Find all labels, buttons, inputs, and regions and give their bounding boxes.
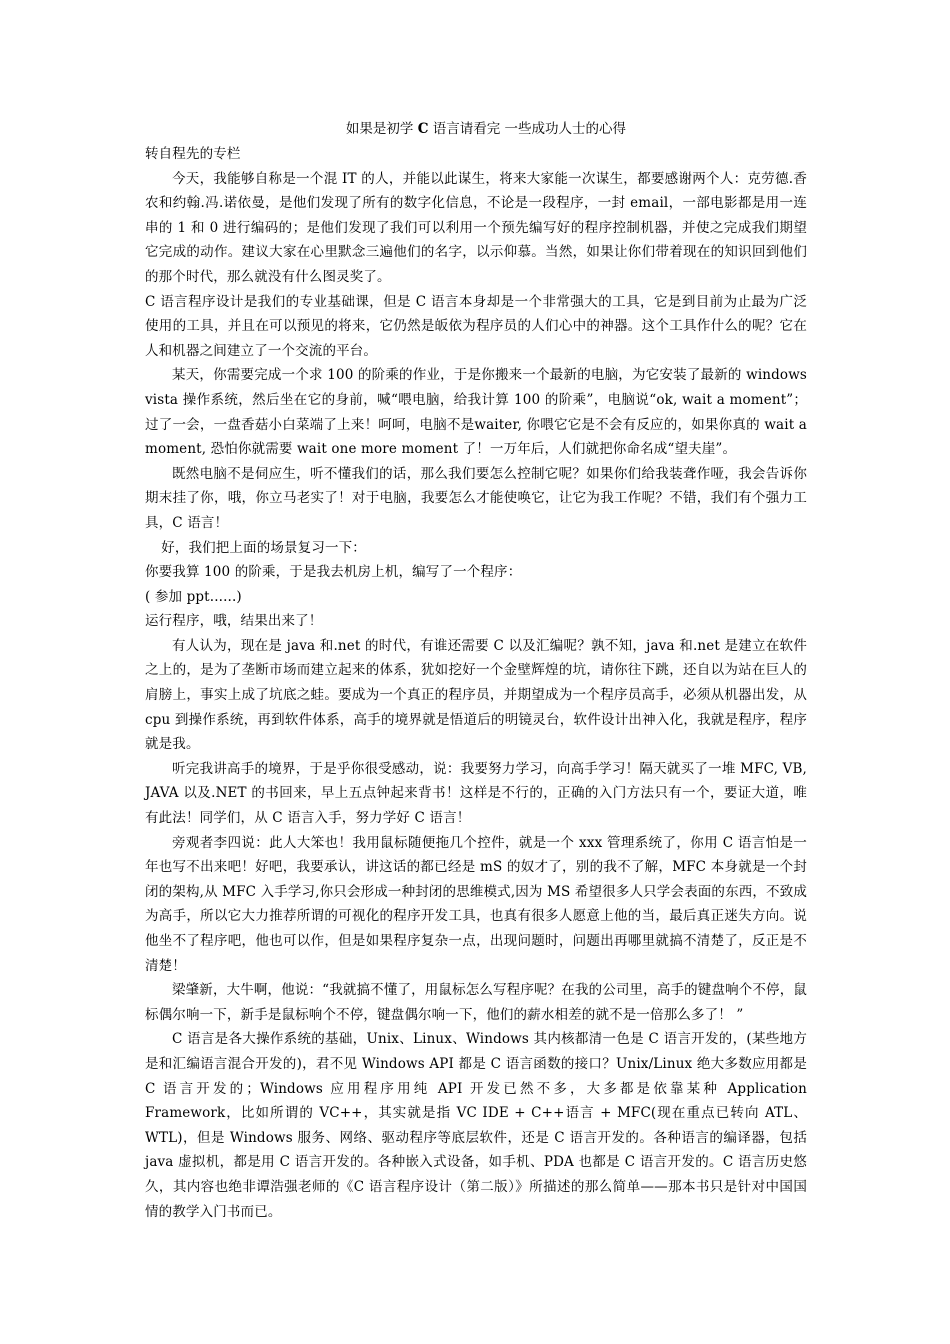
paragraph-java-net: 有人认为，现在是 java 和.net 的时代，有谁还需要 C 以及汇编呢？孰不知，java 和.net 是建立在软件之上的，是为了垄断市场而建立起来的体系，犹如挖好一个金壁辉煌的坑，请你往下跳，还自以为站在巨人的肩膀上，事实上成了坑底之蛙。要成为一个真正的程序员，并期望成为一个程序员高手，必须从机器出发，从 cpu 到操作系统，再到软件体系，高手的境界就是悟道后的明镜灵台，软件设计出神入化，我就是程序，程序就是我。 <box>145 637 807 753</box>
document-page <box>145 118 807 1224</box>
title-part2: 语言请看完 一些成功人士的心得 <box>428 121 627 137</box>
paragraph-source: 转自程先的专栏 <box>145 146 241 162</box>
paragraph-review: 好，我们把上面的场景复习一下： <box>161 539 366 556</box>
paragraph-program: 你要我算 100 的阶乘，于是我去机房上机，编写了一个程序： <box>145 564 522 581</box>
paragraph-factorial-story: 某天，你需要完成一个求 100 的阶乘的作业，于是你搬来一个最新的电脑，为它安装了最新的 windows vista 操作系统，然后坐在它的身前，喊“喂电脑，给我计算 100 的阶乘”，电脑说“ok, wait a moment”； 过了一会，一盘香菇小白菜端了上来！呵呵，电脑不是waiter, 你喂它它是不会有反应的，如果你真的 wait a moment, 恐怕你就需要 wait one more moment 了！一万年后，人们就把你命名成“望夫崖”。 <box>145 367 807 458</box>
paragraph-c-language: C 语言程序设计是我们的专业基础课，但是 C 语言本身却是一个非常强大的工具，它是到目前为止最为广泛使用的工具，并且在可以预见的将来，它仍然是皈依为程序员的人们心中的神器。这个工具作什么的呢？它在人和机器之间建立了一个交流的平台。 <box>145 293 807 359</box>
paragraph-ppt: ( 参加 ppt......) <box>145 588 242 605</box>
title-bold-c: C <box>417 121 429 137</box>
paragraph-learn: 听完我讲高手的境界，于是乎你很受感动，说：我要努力学习，向高手学习！隔天就买了一堆 MFC, VB, JAVA 以及.NET 的书回来，早上五点钟起来背书！这样是不行的，正确的入门方法只有一个，要证大道，唯有此法！同学们，从 C 语言入手，努力学好 C 语言！ <box>145 760 807 827</box>
paragraph-control-computer: 既然电脑不是伺应生，听不懂我们的话，那么我们要怎么控制它呢？如果你们给我装聋作哑，我会告诉你期末挂了你，哦，你立马老实了！对于电脑，我要怎么才能使唤它，让它为我工作呢？不错，我们有个强力工具，C 语言！ <box>145 465 807 531</box>
paragraph-bystander: 旁观者李四说：此人大笨也！我用鼠标随便拖几个控件，就是一个 xxx 管理系统了，你用 C 语言怕是一年也写不出来吧！好吧，我要承认，讲这话的都已经是 mS 的奴才了，别的我不了解，MFC 本身就是一个封闭的架构,从 MFC 入手学习,你只会形成一种封闭的思维模式,因为 MS 希望很多人只学会表面的东西，不致成为高手，所以它大力推荐所谓的可视化的程序开发工具，也真有很多人愿意上他的当，最后真正迷失方向。说他坐不了程序吧，他也可以作，但是如果程序复杂一点，出现问题时，问题出再哪里就搞不清楚了，反正是不清楚！ <box>145 834 807 974</box>
paragraph-quote: 梁肇新，大牛啊，他说：“我就搞不懂了，用鼠标怎么写程序呢？在我的公司里，高手的键盘响个不停，鼠标偶尔响一下，新手是鼠标响个不停，键盘偶尔响一下，他们的薪水相差的就不是一倍那么多了！ ” <box>145 982 807 1023</box>
paragraph-result: 运行程序，哦，结果出来了！ <box>145 613 323 630</box>
paragraph-intro: 今天，我能够自称是一个混 IT 的人，并能以此谋生，将来大家能一次谋生，都要感谢两个人：克劳德.香农和约翰.冯.诺依曼，是他们发现了所有的数字化信息，不论是一段程序，一封 email，一部电影都是用一连串的 1 和 0 进行编码的；是他们发现了我们可以利用一个预先编写好的程序控制机器，并使之完成我们期望它完成的动作。建议大家在心里默念三遍他们的名字，以示仰慕。当然，如果让你们带着现在的知识回到他们的那个时代，那么就没有什么图灵奖了。 <box>145 170 807 285</box>
title-part1: 如果是初学 <box>345 121 418 137</box>
paragraph-os-foundation: C 语言是各大操作系统的基础，Unix、Linux、Windows 其内核都清一色是 C 语言开发的，(某些地方是和汇编语言混合开发的)，君不见 Windows API 都是 C 语言函数的接口？Unix/Linux 绝大多数应用都是 C 语言开发的；Windows 应用程序用纯 API 开发已然不多，大多都是依靠某种 Application Framework，比如所谓的 VC++，其实就是指 VC IDE + C++语言 + MFC(现在重点已转向 ATL、WTL)，但是 Windows 服务、网络、驱动程序等底层软件，还是 C 语言开发的。各种语言的编译器，包括 java 虚拟机，都是用 C 语言开发的。各种嵌入式设备，如手机、PDA 也都是 C 语言开发的。C 语言历史悠久，其内容也绝非谭浩强老师的《C 语言程序设计（第二版）》所描述的那么简单——那本书只是针对中国国情的教学入门书而已。 <box>145 1031 807 1220</box>
document-title <box>145 118 807 140</box>
